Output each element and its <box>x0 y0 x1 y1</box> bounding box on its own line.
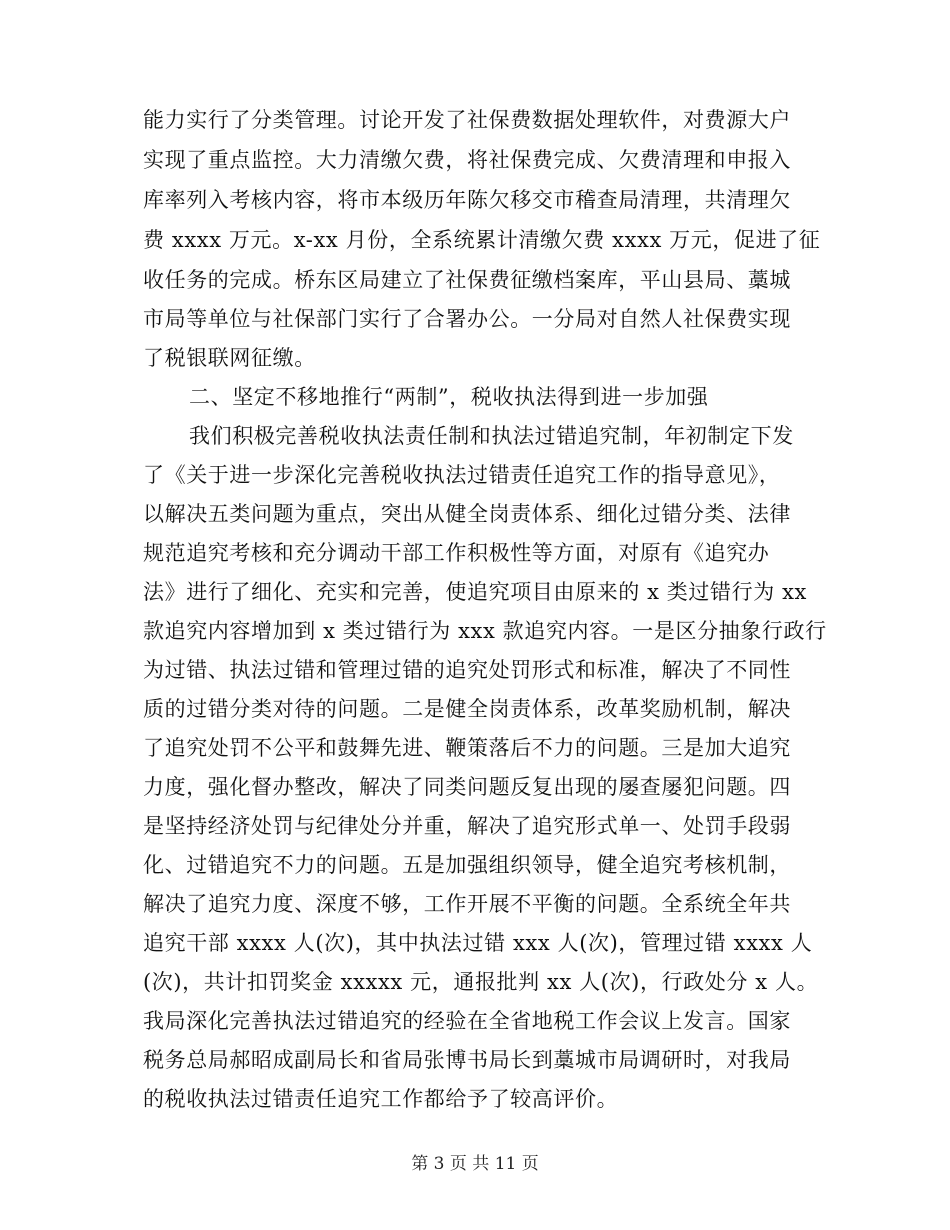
paragraph-line: 能力实行了分类管理。讨论开发了社保费数据处理软件，对费源大户 <box>143 108 791 132</box>
paragraph-line: 了《关于进一步深化完善税收执法过错责任追究工作的指导意见》， <box>143 463 781 487</box>
paragraph-line: 追究干部 xxxx 人(次)，其中执法过错 xxx 人(次)，管理过错 xxxx 人 <box>143 931 813 955</box>
paragraph-line: 我局深化完善执法过错追究的经验在全省地税工作会议上发言。国家 <box>143 1009 791 1033</box>
paragraph-line: 费 xxxx 万元。x-xx 月份，全系统累计清缴欠费 xxxx 万元，促进了征 <box>143 228 821 252</box>
paragraph-line: 税务总局郝昭成副局长和省局张博书局长到藁城市局调研时，对我局 <box>143 1048 791 1072</box>
paragraph-line: 法》进行了细化、充实和完善，使追究项目由原来的 x 类过错行为 xx <box>143 580 807 604</box>
paragraph-line: 规范追究考核和充分调动干部工作积极性等方面，对原有《追究办 <box>143 541 770 565</box>
paragraph-line: 了税银联网征缴。 <box>143 346 316 370</box>
paragraph-line: 库率列入考核内容，将市本级历年陈欠移交市稽查局清理，共清理欠 <box>143 188 791 212</box>
paragraph-line: 质的过错分类对待的问题。二是健全岗责体系，改革奖励机制，解决 <box>143 697 791 721</box>
paragraph-line: 为过错、执法过错和管理过错的追究处罚形式和标准，解决了不同性 <box>143 658 791 682</box>
paragraph-line: 是坚持经济处罚与纪律处分并重，解决了追究形式单一、处罚手段弱 <box>143 814 791 838</box>
paragraph-line: 款追究内容增加到 x 类过错行为 xxx 款追究内容。一是区分抽象行政行 <box>143 619 827 643</box>
paragraph-line: 市局等单位与社保部门实行了合署办公。一分局对自然人社保费实现 <box>143 307 791 331</box>
paragraph-line: (次)，共计扣罚奖金 xxxxx 元，通报批判 xx 人(次)，行政处分 x 人。 <box>143 970 819 994</box>
paragraph-line: 实现了重点监控。大力清缴欠费，将社保费完成、欠费清理和申报入 <box>143 148 791 172</box>
section-heading: 二、坚定不移地推行“两制”，税收执法得到进一步加强 <box>189 385 709 409</box>
page-number-footer: 第 3 页 共 11 页 <box>411 1154 539 1174</box>
paragraph-line: 化、过错追究不力的问题。五是加强组织领导，健全追究考核机制， <box>143 853 791 877</box>
paragraph-line: 以解决五类问题为重点，突出从健全岗责体系、细化过错分类、法律 <box>143 502 791 526</box>
paragraph-line: 我们积极完善税收执法责任制和执法过错追究制，年初制定下发 <box>189 424 794 448</box>
paragraph-line: 的税收执法过错责任追究工作都给予了较高评价。 <box>143 1087 619 1111</box>
paragraph-line: 了追究处罚不公平和鼓舞先进、鞭策落后不力的问题。三是加大追究 <box>143 736 791 760</box>
paragraph-line: 解决了追究力度、深度不够，工作开展不平衡的问题。全系统全年共 <box>143 892 791 916</box>
paragraph-line: 收任务的完成。桥东区局建立了社保费征缴档案库，平山县局、藁城 <box>143 268 791 292</box>
paragraph-line: 力度，强化督办整改，解决了同类问题反复出现的屡查屡犯问题。四 <box>143 775 791 799</box>
